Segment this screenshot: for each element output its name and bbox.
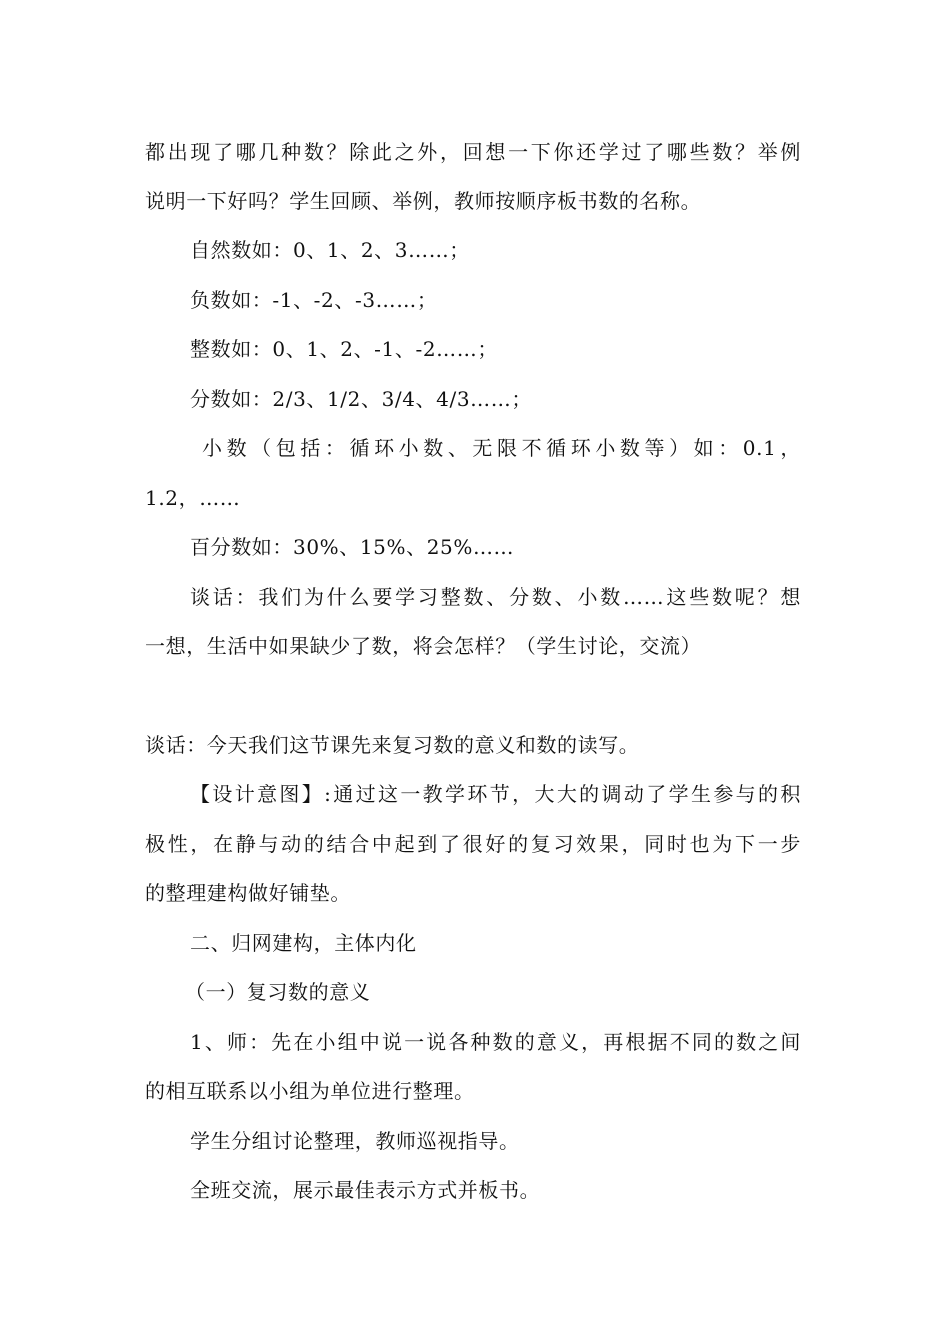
text-line: 谈话：我们为什么要学习整数、分数、小数……这些数呢？想 <box>190 585 801 609</box>
text-line: 负数如：-1、-2、-3……； <box>190 288 438 312</box>
text-line: 说明一下好吗？学生回顾、举例，教师按顺序板书数的名称。 <box>145 189 702 213</box>
text-line: 1、师：先在小组中说一说各种数的意义，再根据不同的数之间 <box>190 1030 801 1054</box>
text-line: 百分数如：30%、15%、25%…… <box>190 535 515 559</box>
text-line: 的整理建构做好铺垫。 <box>145 881 351 905</box>
text-line: 整数如：0、1、2、-1、-2……； <box>190 337 498 361</box>
section-heading: 二、归网建构，主体内化 <box>190 931 417 955</box>
text-line: 都出现了哪几种数？除此之外，回想一下你还学过了哪些数？举例 <box>145 140 801 164</box>
text-line: 学生分组讨论整理，教师巡视指导。 <box>190 1129 520 1153</box>
text-line: 一想，生活中如果缺少了数，将会怎样？（学生讨论，交流） <box>145 634 702 658</box>
text-line: 谈话：今天我们这节课先来复习数的意义和数的读写。 <box>145 733 640 757</box>
text-line: 自然数如：0、1、2、3……； <box>190 238 470 262</box>
text-line: 1.2，…… <box>145 486 241 510</box>
subsection-heading: （一）复习数的意义 <box>185 980 371 1004</box>
text-line: 分数如：2/3、1/2、3/4、4/3……； <box>190 387 532 411</box>
text-line: 【设计意图】:通过这一教学环节，大大的调动了学生参与的积 <box>190 782 801 806</box>
text-line: 全班交流，展示最佳表示方式并板书。 <box>190 1178 541 1202</box>
text-line: 极性，在静与动的结合中起到了很好的复习效果，同时也为下一步 <box>145 832 801 856</box>
text-line: 的相互联系以小组为单位进行整理。 <box>145 1079 475 1103</box>
text-line: 小数（包括：循环小数、无限不循环小数等）如：0.1， <box>202 436 801 460</box>
